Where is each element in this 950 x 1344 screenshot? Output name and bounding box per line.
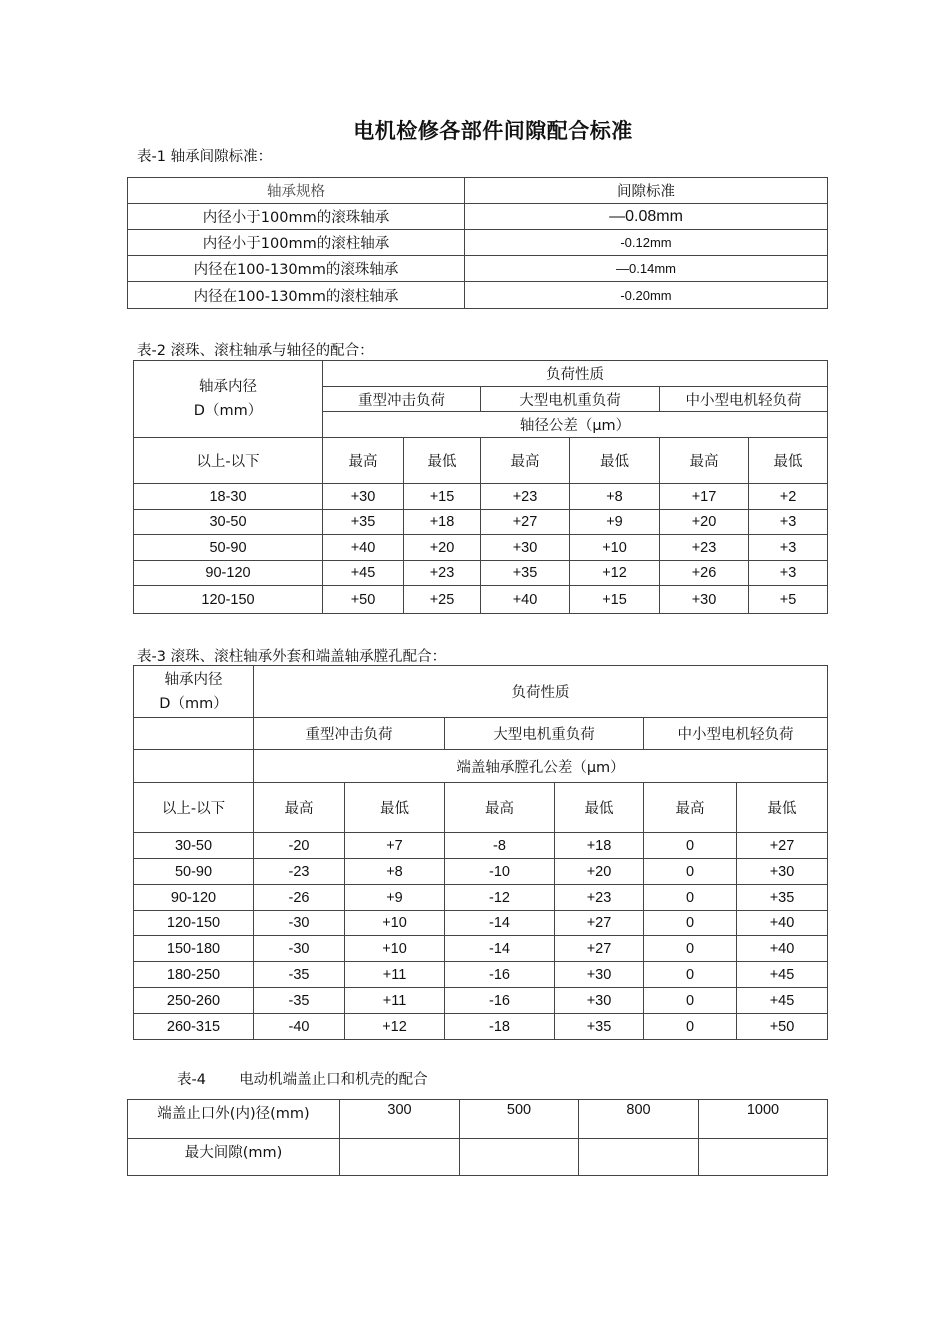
- table-cell: [579, 1139, 699, 1176]
- table-cell: 30-50: [134, 510, 323, 535]
- table-cell: +50: [323, 586, 404, 614]
- table-cell: +12: [570, 561, 660, 586]
- row-label-diameter: 端盖止口外(内)径(mm): [128, 1100, 340, 1139]
- table-cell: 内径小于100mm的滚珠轴承: [128, 204, 465, 230]
- table-cell: -16: [445, 988, 555, 1014]
- table-cell: [340, 1139, 460, 1176]
- table-cell: +18: [404, 510, 481, 535]
- table-cell: +18: [555, 833, 644, 859]
- table-cell: [460, 1139, 579, 1176]
- table-cell: -20: [254, 833, 345, 859]
- housing-fit-table: [133, 665, 828, 1040]
- table-cell: +40: [481, 586, 570, 614]
- table-cell: -30: [254, 936, 345, 962]
- table-cell: 0: [644, 962, 737, 988]
- table-cell: +10: [345, 911, 445, 936]
- col-bearing-diameter: [134, 666, 254, 718]
- table-cell: —0.14mm: [465, 256, 828, 282]
- table-cell: -0.12mm: [465, 230, 828, 256]
- sub-header: 最高: [254, 783, 345, 833]
- table-row: [134, 484, 828, 510]
- table-cell: +27: [555, 911, 644, 936]
- table-cell: +20: [404, 535, 481, 561]
- table-cell: 50-90: [134, 535, 323, 561]
- table-cell: +10: [570, 535, 660, 561]
- table-cell: 0: [644, 885, 737, 911]
- table-cell: 250-260: [134, 988, 254, 1014]
- header-bearing-spec: 轴承规格: [128, 178, 465, 204]
- table-cell: +35: [555, 1014, 644, 1040]
- table-row: [134, 988, 828, 1014]
- load-nature-header: 负荷性质: [254, 666, 828, 718]
- col-bearing-diameter-line1: 轴承内径: [164, 672, 223, 688]
- table-cell: —0.08mm: [465, 204, 828, 230]
- table-cell: 90-120: [134, 561, 323, 586]
- table-cell: +15: [570, 586, 660, 614]
- table-cell: 800: [579, 1100, 699, 1139]
- table-cell: +8: [345, 859, 445, 885]
- table-cell: 0: [644, 911, 737, 936]
- table-cell: 0: [644, 1014, 737, 1040]
- table-cell: 300: [340, 1100, 460, 1139]
- bearing-clearance-table: [127, 177, 828, 309]
- table-cell: +30: [481, 535, 570, 561]
- row-label-max-clearance: 最大间隙(mm): [128, 1139, 340, 1176]
- group-large-motor: 大型电机重负荷: [445, 718, 644, 750]
- tolerance-header: 轴径公差（μm）: [323, 412, 828, 438]
- table-cell: +30: [555, 988, 644, 1014]
- sub-header: 最高: [445, 783, 555, 833]
- table-cell: 120-150: [134, 586, 323, 614]
- table-cell: -0.20mm: [465, 282, 828, 309]
- table-cell: -35: [254, 988, 345, 1014]
- table-cell: +45: [737, 962, 828, 988]
- table-cell: +45: [323, 561, 404, 586]
- table-cell: +27: [555, 936, 644, 962]
- empty-cell: [134, 718, 254, 750]
- table-cell: 内径在100-130mm的滚柱轴承: [128, 282, 465, 309]
- group-small-motor: 中小型电机轻负荷: [660, 387, 828, 412]
- table-row: [134, 510, 828, 535]
- table-cell: -8: [445, 833, 555, 859]
- table-cell: +30: [660, 586, 749, 614]
- table-cell: -14: [445, 936, 555, 962]
- table4-caption: [177, 1068, 428, 1089]
- table-cell: 0: [644, 859, 737, 885]
- table-cell: +50: [737, 1014, 828, 1040]
- table-cell: +40: [737, 911, 828, 936]
- table4-caption-text: 电动机端盖止口和机壳的配合: [239, 1072, 428, 1088]
- table-cell: +9: [570, 510, 660, 535]
- table-cell: +12: [345, 1014, 445, 1040]
- table-row: [134, 859, 828, 885]
- range-label: 以上-以下: [134, 438, 323, 484]
- sub-header: 最高: [323, 438, 404, 484]
- table-cell: 18-30: [134, 484, 323, 510]
- table-cell: +17: [660, 484, 749, 510]
- table-cell: +9: [345, 885, 445, 911]
- table-cell: 120-150: [134, 911, 254, 936]
- table-cell: -10: [445, 859, 555, 885]
- sub-header: 最低: [555, 783, 644, 833]
- table-cell: +3: [749, 510, 828, 535]
- table-cell: -12: [445, 885, 555, 911]
- table-cell: +35: [481, 561, 570, 586]
- load-nature-header: 负荷性质: [323, 361, 828, 387]
- end-cover-fit-table: [127, 1099, 828, 1176]
- table-row: [134, 833, 828, 859]
- table-cell: +3: [749, 561, 828, 586]
- table-cell: +11: [345, 988, 445, 1014]
- shaft-fit-table: [133, 360, 828, 614]
- group-large-motor: 大型电机重负荷: [481, 387, 660, 412]
- range-label: 以上-以下: [134, 783, 254, 833]
- table-cell: +15: [404, 484, 481, 510]
- table-cell: -26: [254, 885, 345, 911]
- table-cell: -35: [254, 962, 345, 988]
- table-cell: 内径小于100mm的滚柱轴承: [128, 230, 465, 256]
- group-heavy-impact: 重型冲击负荷: [323, 387, 481, 412]
- table-cell: +23: [660, 535, 749, 561]
- table-cell: +23: [481, 484, 570, 510]
- table-row: [134, 936, 828, 962]
- group-heavy-impact: 重型冲击负荷: [254, 718, 445, 750]
- table-cell: +25: [404, 586, 481, 614]
- sub-header: 最低: [737, 783, 828, 833]
- table-cell: 50-90: [134, 859, 254, 885]
- table2-caption: 表-2 滚珠、滚柱轴承与轴径的配合：: [137, 343, 374, 359]
- table-cell: +5: [749, 586, 828, 614]
- table-cell: 150-180: [134, 936, 254, 962]
- table-cell: [699, 1139, 828, 1176]
- table-cell: +40: [323, 535, 404, 561]
- table-cell: 180-250: [134, 962, 254, 988]
- table-cell: -40: [254, 1014, 345, 1040]
- group-small-motor: 中小型电机轻负荷: [644, 718, 828, 750]
- table-cell: +20: [660, 510, 749, 535]
- table-cell: +35: [737, 885, 828, 911]
- table-cell: 500: [460, 1100, 579, 1139]
- table-cell: +35: [323, 510, 404, 535]
- table-cell: +26: [660, 561, 749, 586]
- col-bearing-diameter-line2: D（mm）: [193, 403, 263, 419]
- table-row: [134, 1014, 828, 1040]
- table-cell: +23: [555, 885, 644, 911]
- table-cell: +2: [749, 484, 828, 510]
- page-title: 电机检修各部件间隙配合标准: [353, 119, 633, 143]
- table1-caption: 表-1 轴承间隙标准：: [137, 149, 273, 165]
- table-cell: +3: [749, 535, 828, 561]
- table-row: [134, 535, 828, 561]
- tolerance-header: 端盖轴承膛孔公差（μm）: [254, 750, 828, 783]
- table-cell: +40: [737, 936, 828, 962]
- col-bearing-diameter-line1: 轴承内径: [199, 379, 257, 395]
- header-clearance: 间隙标准: [465, 178, 828, 204]
- table-cell: +11: [345, 962, 445, 988]
- table-cell: 0: [644, 988, 737, 1014]
- table-cell: 90-120: [134, 885, 254, 911]
- table3-caption: 表-3 滚珠、滚柱轴承外套和端盖轴承膛孔配合：: [137, 649, 447, 665]
- sub-header: 最高: [644, 783, 737, 833]
- table-cell: -16: [445, 962, 555, 988]
- table-cell: 1000: [699, 1100, 828, 1139]
- table-cell: -30: [254, 911, 345, 936]
- table-cell: +23: [404, 561, 481, 586]
- table-row: [134, 962, 828, 988]
- sub-header: 最低: [345, 783, 445, 833]
- table-cell: +30: [737, 859, 828, 885]
- col-bearing-diameter-line2: D（mm）: [159, 696, 228, 712]
- table-row: [134, 586, 828, 614]
- table4-caption-prefix: 表-4: [177, 1072, 206, 1088]
- table-cell: +30: [323, 484, 404, 510]
- table-cell: -18: [445, 1014, 555, 1040]
- sub-header: 最高: [481, 438, 570, 484]
- table-cell: +10: [345, 936, 445, 962]
- table-cell: 260-315: [134, 1014, 254, 1040]
- table-cell: +27: [737, 833, 828, 859]
- table-cell: +27: [481, 510, 570, 535]
- table-cell: +7: [345, 833, 445, 859]
- table-cell: 0: [644, 833, 737, 859]
- table-cell: +45: [737, 988, 828, 1014]
- sub-header: 最低: [570, 438, 660, 484]
- sub-header: 最高: [660, 438, 749, 484]
- col-bearing-diameter: [134, 361, 323, 438]
- table-row: [134, 885, 828, 911]
- table-cell: +20: [555, 859, 644, 885]
- table-cell: 内径在100-130mm的滚珠轴承: [128, 256, 465, 282]
- sub-header: 最低: [404, 438, 481, 484]
- table-cell: 30-50: [134, 833, 254, 859]
- table-row: [134, 911, 828, 936]
- sub-header: 最低: [749, 438, 828, 484]
- empty-cell: [134, 750, 254, 783]
- table-cell: -23: [254, 859, 345, 885]
- table-cell: +8: [570, 484, 660, 510]
- table-cell: -14: [445, 911, 555, 936]
- table-cell: 0: [644, 936, 737, 962]
- table-cell: +30: [555, 962, 644, 988]
- table-row: [134, 561, 828, 586]
